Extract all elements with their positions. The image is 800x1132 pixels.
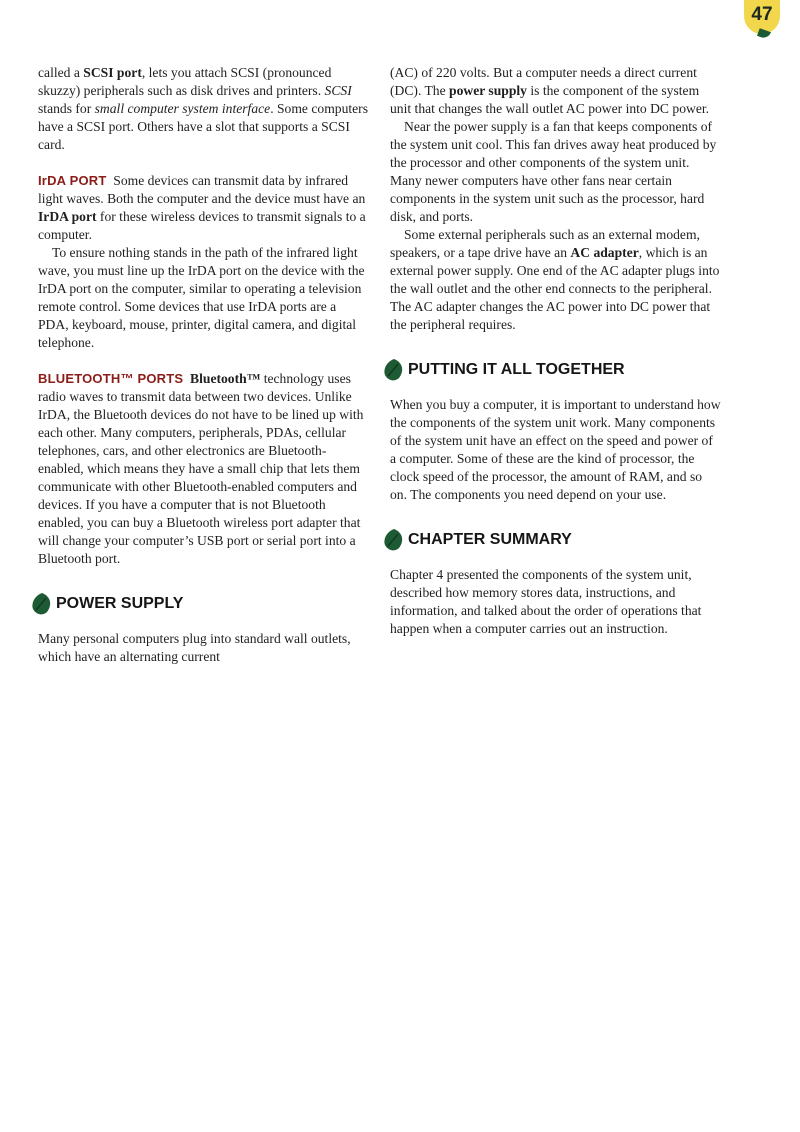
- leaf-bullet-icon: [382, 358, 406, 382]
- irda-paragraph-2: To ensure nothing stands in the path of the infrared light wave, you must line up the IrDA port on the device with the IrDA port on the computer, similar to operating a television remote control. Some devices that use IrDA ports are a PDA, keyboard, mouse, printer, digital camera, and digital telephone.: [38, 245, 365, 350]
- ac-adapter-paragraph: Some external peripherals such as an external modem, speakers, or a tape drive have an AC adapter, which is an external power supply. One end of the AC adapter plugs into the wall outlet and the other end connects to the peripheral. The AC adapter changes the AC power into DC power that the peripheral requires.: [390, 227, 720, 332]
- chapter-summary-paragraph: Chapter 4 presented the components of the system unit, described how memory stores data, instructions, and information, and talked about the order of operations that happen when a computer carries out an instruction.: [390, 567, 702, 636]
- bluetooth-paragraph: BLUETOOTH™ PORTS Bluetooth™ technology uses radio waves to transmit data between two devices. Unlike IrDA, the Bluetooth devices do not have to be lined up with each other. Many computers, peripherals, PDAs, cellular telephones, cars, and other electronics are Bluetooth-enabled, which means they have a small chip that lets them communicate with other Bluetooth-enabled computers and devices. If you have a computer that is not Bluetooth enabled, you can buy a Bluetooth wireless port adapter that will change your computer’s USB port or serial port into a Bluetooth port.: [38, 371, 364, 566]
- bluetooth-heading: BLUETOOTH™ PORTS: [38, 371, 184, 386]
- bluetooth-term: Bluetooth™: [190, 371, 261, 386]
- leaf-bullet-icon: [30, 592, 54, 616]
- power-supply-term: power supply: [449, 83, 527, 98]
- irda-heading: IrDA PORT: [38, 173, 107, 188]
- power-supply-paragraph: Many personal computers plug into standard wall outlets, which have an alternating current: [38, 631, 351, 664]
- left-column: [38, 64, 368, 666]
- irda-port-term: IrDA port: [38, 209, 97, 224]
- ac-adapter-term: AC adapter: [570, 245, 639, 260]
- leaf-bullet-icon: [382, 528, 406, 552]
- scsi-paragraph: called a SCSI port, lets you attach SCSI (pronounced skuzzy) peripherals such as disk drives and printers. SCSI stands for small computer system interface. Some computers have a SCSI port. Others have a slot that supports a SCSI card.: [38, 65, 368, 152]
- fan-paragraph: Near the power supply is a fan that keeps components of the system unit cool. This fan drives away heat produced by the processor and other components of the system unit. Many newer computers have other fans near certain components in the system unit such as the processor, hard disk, and ports.: [390, 119, 717, 224]
- scsi-port-term: SCSI port: [83, 65, 142, 80]
- irda-paragraph: IrDA PORT Some devices can transmit data by infrared light waves. Both the computer and the device must have an IrDA port for these wireless devices to transmit signals to a computer.: [38, 173, 366, 242]
- right-column: [390, 64, 722, 638]
- chapter-summary-heading: CHAPTER SUMMARY: [382, 528, 722, 552]
- page-number-badge: 47: [744, 0, 780, 34]
- power-supply-heading: POWER SUPPLY: [30, 592, 368, 616]
- putting-together-paragraph: When you buy a computer, it is important to understand how the components of the system unit work. Many components of the system unit have an effect on the speed and power of a computer. Some of these are the kind of processor, the clock speed of the processor, the amount of RAM, and so on. The components you need depend on your use.: [390, 397, 721, 502]
- putting-together-heading: PUTTING IT ALL TOGETHER: [382, 358, 722, 382]
- power-supply-continued: (AC) of 220 volts. But a computer needs a direct current (DC). The power supply is the component of the system unit that changes the wall outlet AC power into DC power.: [390, 65, 710, 116]
